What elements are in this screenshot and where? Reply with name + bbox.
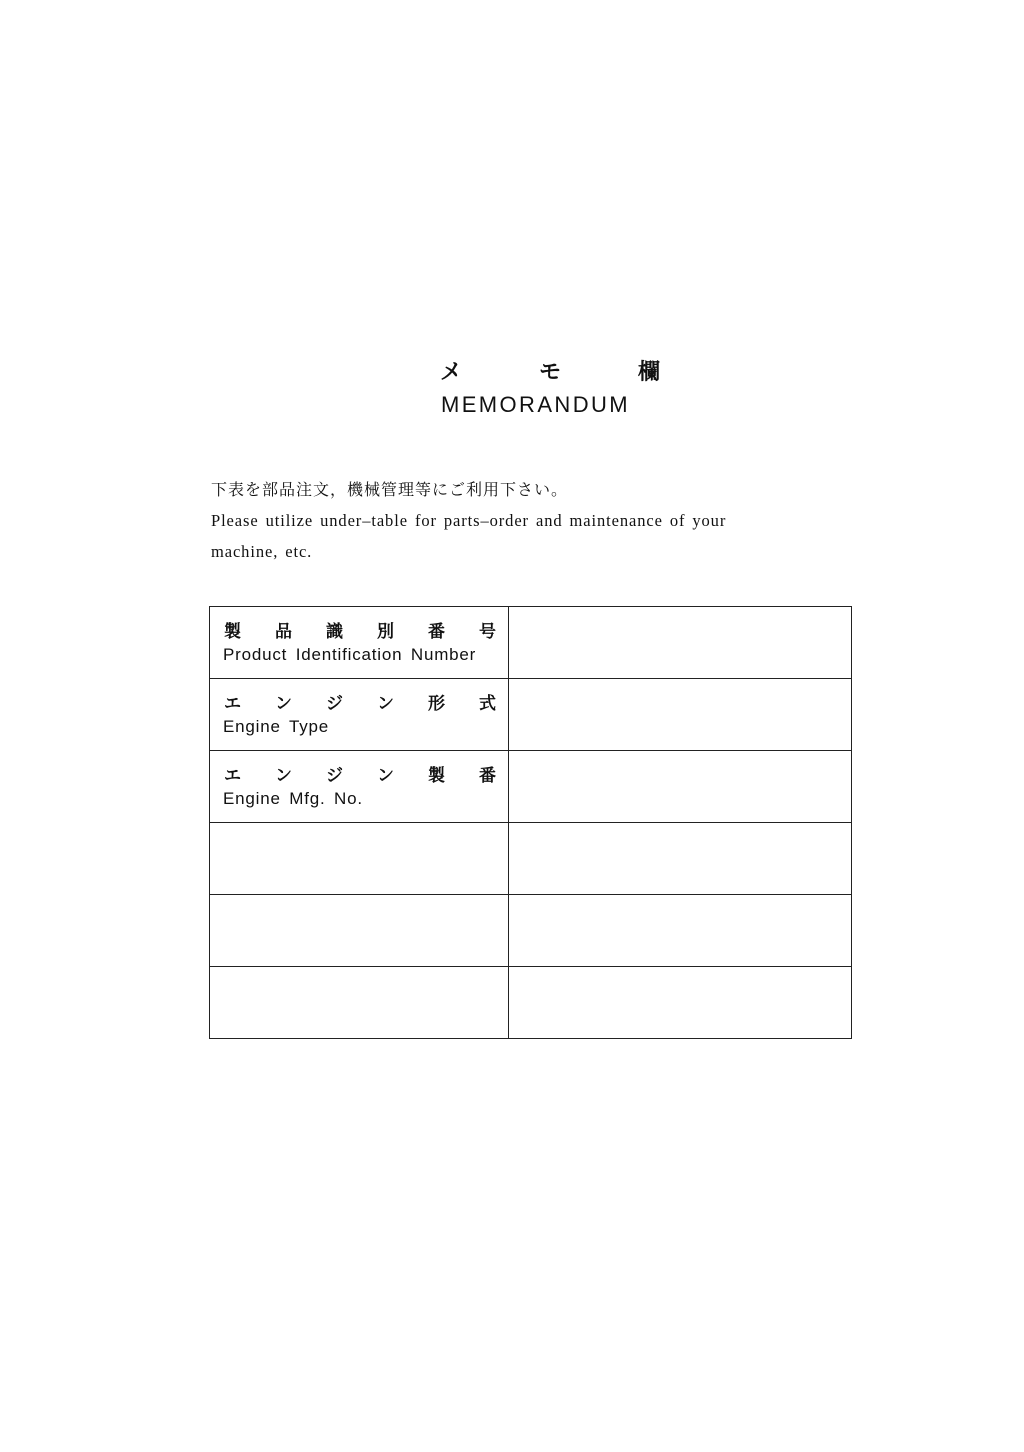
label-char: ン [275,694,292,714]
label-english: Engine Type [223,717,330,736]
memo-title-english: MEMORANDUM [441,392,630,417]
blank-value-cell[interactable] [509,823,852,895]
title-char: メ [440,360,463,385]
table-row [210,895,852,967]
label-char: 番 [479,766,496,786]
table-row [210,679,852,751]
blank-label-cell[interactable] [210,967,509,1039]
value-cell-engine-type[interactable] [509,679,852,751]
label-english: Product Identification Number [223,645,477,664]
instructions-english-line-2: machine, etc. [211,542,313,561]
label-char: ジ [326,766,343,786]
table-row [210,607,852,679]
memo-table [209,606,852,1039]
label-char: 品 [275,622,292,642]
label-char: 別 [377,622,394,642]
label-char: 製 [224,622,241,642]
label-char: 形 [428,694,445,714]
label-char: 号 [479,622,496,642]
blank-value-cell[interactable] [509,967,852,1039]
blank-value-cell[interactable] [509,895,852,967]
instructions-japanese: 下表を部品注文，機械管理等にご利用下さい。 [211,480,569,499]
label-char: エ [224,766,241,786]
label-char: 製 [428,766,445,786]
instructions-english-line-1: Please utilize under–table for parts–order and maintenance of your [211,511,727,530]
title-char: モ [538,360,561,385]
label-char: ン [377,694,394,714]
row-label-engine-type [210,679,509,751]
label-char: 識 [326,622,343,642]
instructions [211,474,851,567]
label-char: ン [377,766,394,786]
blank-label-cell[interactable] [210,895,509,967]
table-row [210,823,852,895]
label-char: 式 [479,694,496,714]
label-japanese [210,607,508,642]
row-label-engine-mfg-no [210,751,509,823]
label-japanese [210,679,508,714]
label-char: ジ [326,694,343,714]
label-char: ン [275,766,292,786]
value-cell-engine-mfg-no[interactable] [509,751,852,823]
table-row [210,967,852,1039]
title-char: 欄 [637,360,660,385]
row-label-product-id [210,607,509,679]
label-english: Engine Mfg. No. [223,789,363,808]
blank-label-cell[interactable] [210,823,509,895]
memo-title-japanese [440,355,660,386]
label-char: 番 [428,622,445,642]
table-row [210,751,852,823]
label-char: エ [224,694,241,714]
label-japanese [210,751,508,786]
value-cell-product-id[interactable] [509,607,852,679]
